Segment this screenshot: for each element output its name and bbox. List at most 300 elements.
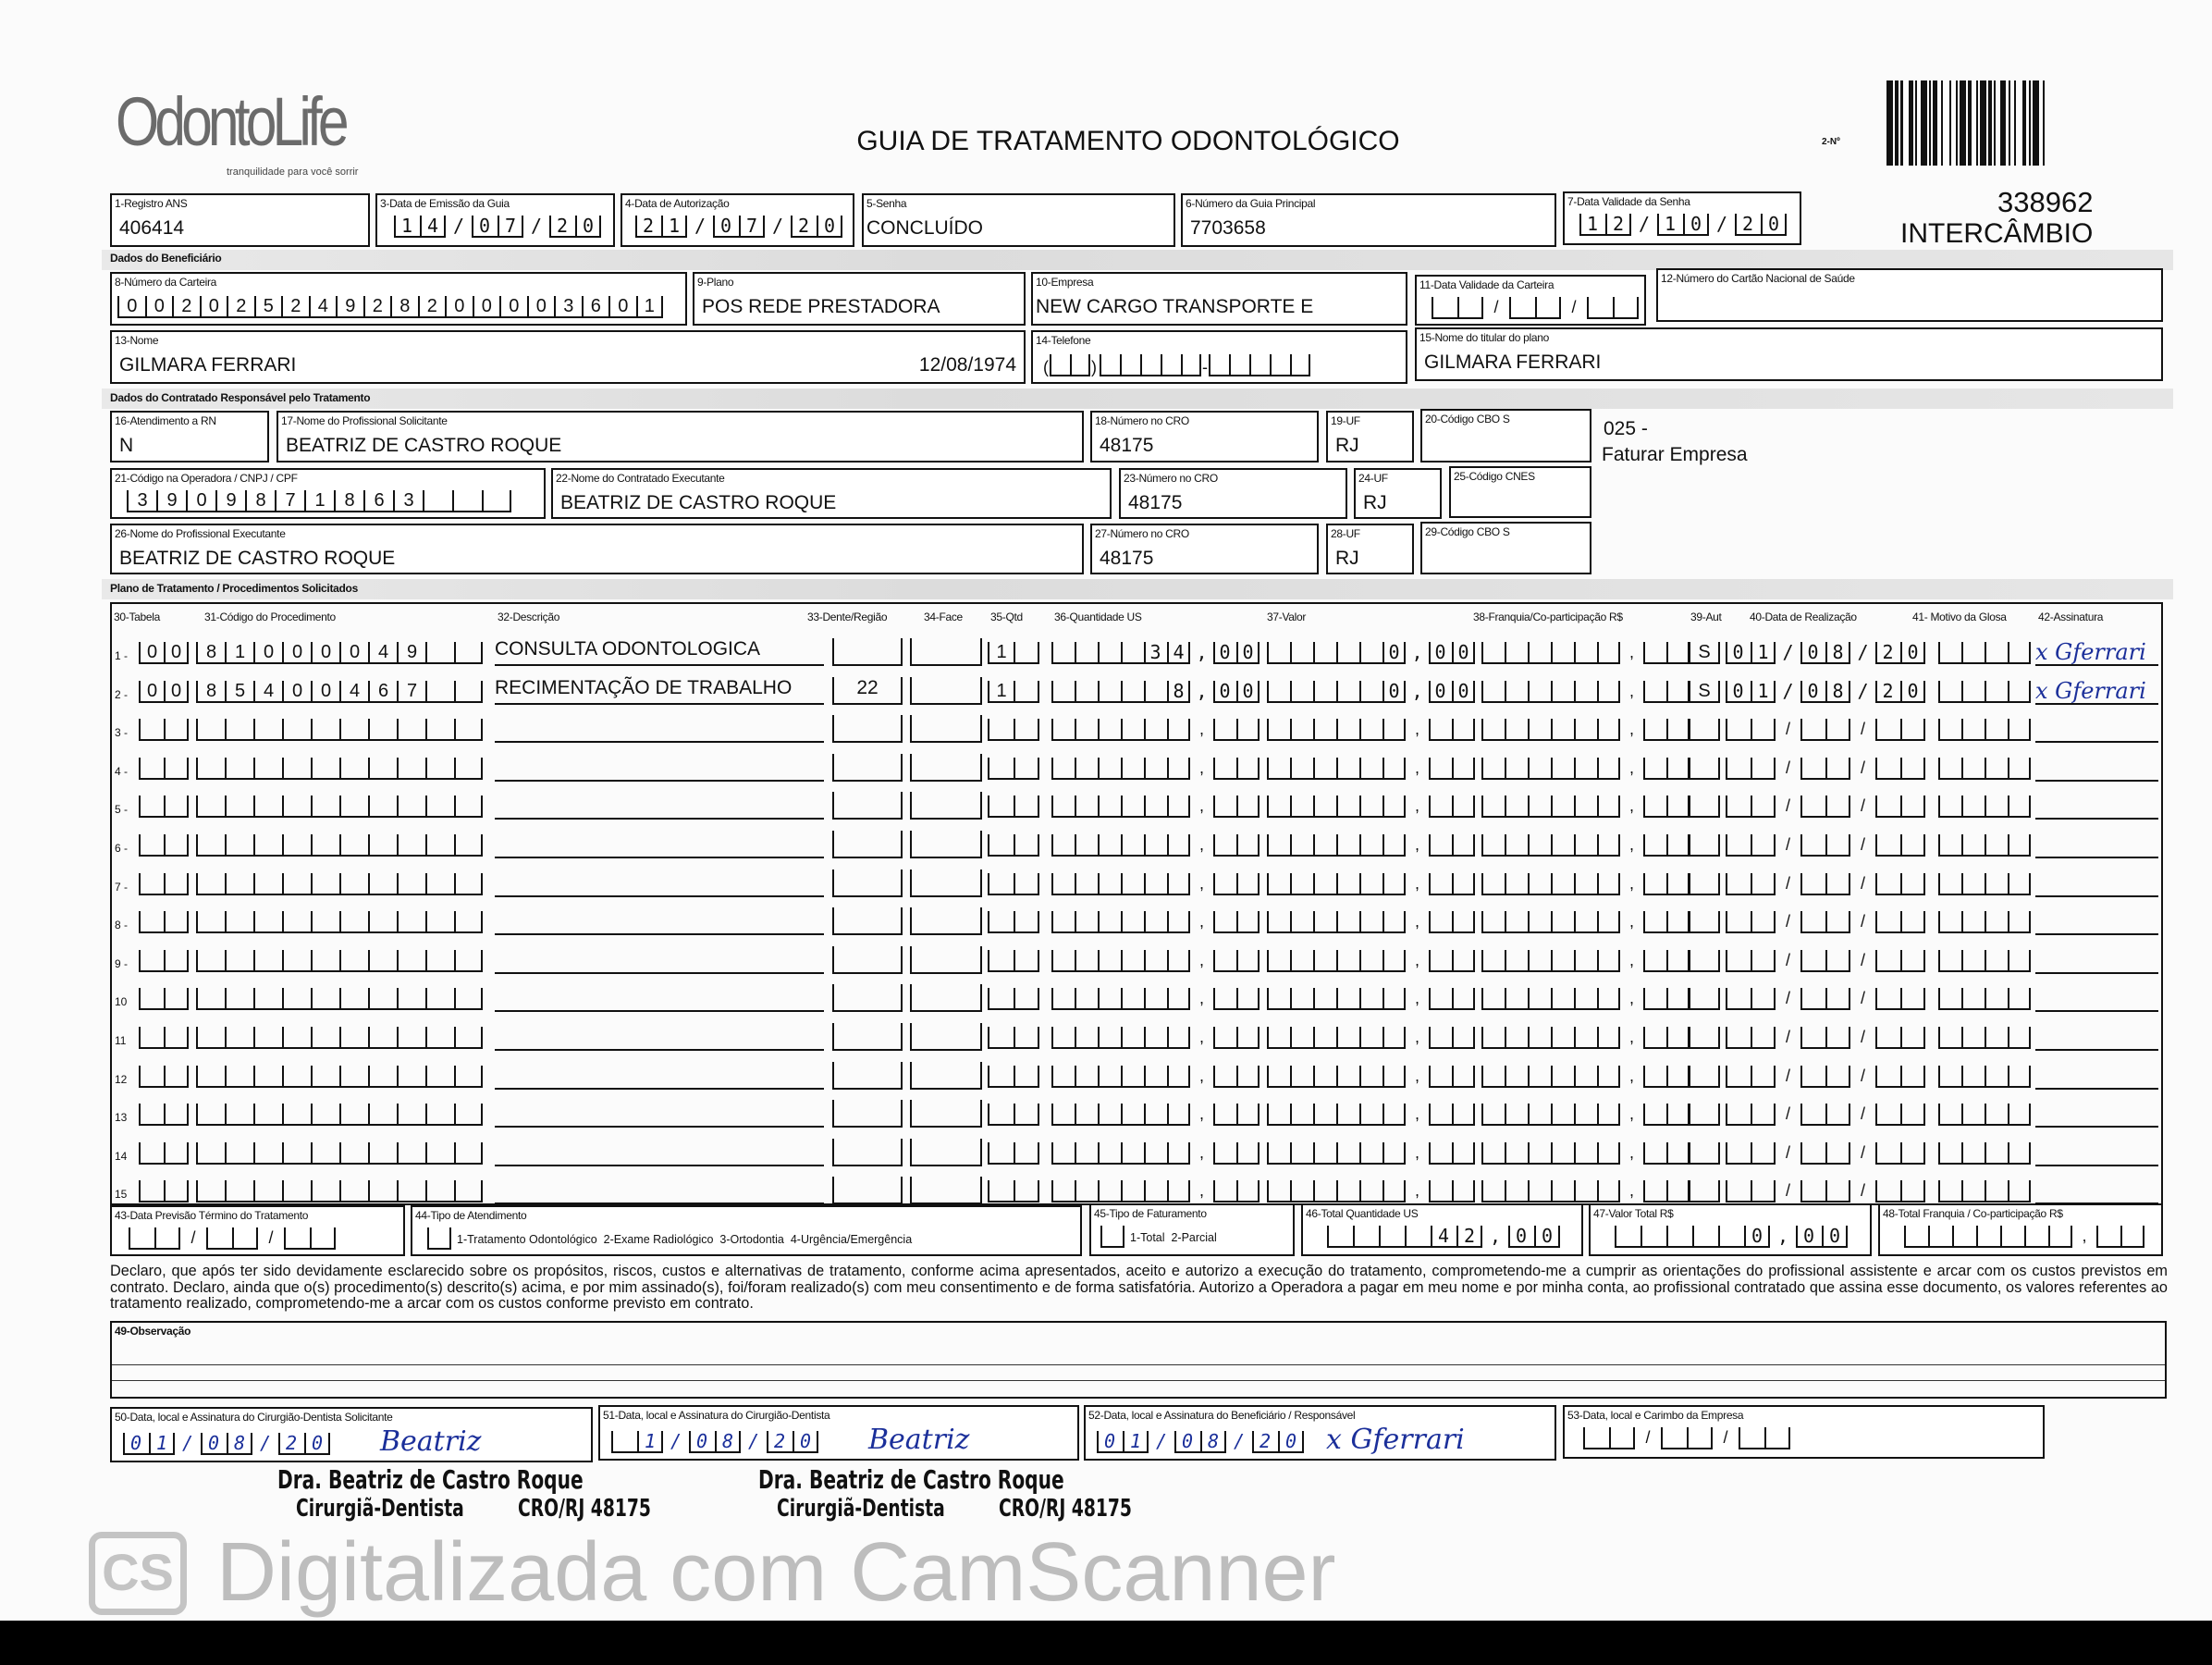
digit-cell — [196, 1142, 225, 1165]
digit-cell — [1643, 1027, 1666, 1049]
digit-cell — [1643, 758, 1666, 780]
digit-cell — [1961, 1104, 1985, 1126]
digit-cell — [1236, 988, 1260, 1010]
digit-comb — [1689, 1027, 1720, 1049]
field-value: 01/08/20 — [1732, 641, 1933, 663]
digit-cell — [1014, 873, 1039, 895]
cell-data-realizacao — [1726, 873, 1925, 895]
digit-comb — [1689, 719, 1720, 741]
digit-cell — [1144, 796, 1167, 818]
digit-cell — [1313, 1142, 1336, 1165]
cell-dente — [832, 946, 903, 974]
field-value: N — [119, 435, 134, 456]
cell-assinatura — [2035, 1177, 2158, 1204]
digit-cell — [1825, 834, 1850, 857]
digit-cell — [1359, 988, 1382, 1010]
digit-cell — [397, 758, 425, 780]
cell-qtd — [988, 1066, 1039, 1088]
digit-cell — [1666, 719, 1690, 741]
digit-cell — [397, 988, 425, 1010]
separator: , — [1628, 758, 1634, 777]
digit-cell — [1267, 834, 1290, 857]
field-registro-ans — [110, 193, 370, 247]
digit-cell — [1528, 950, 1551, 972]
digit-cell — [1985, 988, 2008, 1010]
cell-data-realizacao — [1726, 1104, 1925, 1126]
digit-comb — [1938, 796, 2031, 818]
field-value: GILMARA FERRARI — [1424, 352, 1602, 373]
cell-franquia — [1481, 642, 1690, 664]
digit-cell — [311, 911, 339, 933]
digit-cell — [1290, 354, 1310, 376]
digit-cell — [1597, 642, 1620, 664]
digit-cell — [1505, 1180, 1528, 1202]
digit-cell — [196, 834, 225, 857]
separator: , — [1628, 1028, 1634, 1046]
field-contratado-executante — [551, 468, 1112, 519]
digit-cell — [1505, 796, 1528, 818]
dentist-signature: Beatriz — [380, 1425, 482, 1458]
digit-cell — [1481, 642, 1505, 664]
digit-cell — [1597, 988, 1620, 1010]
digit-cell — [1213, 758, 1236, 780]
digit-cell — [1900, 950, 1925, 972]
digit-cell — [425, 1180, 454, 1202]
separator: / — [1785, 1066, 1790, 1085]
digit-cell — [1800, 950, 1825, 972]
digit-cell — [1551, 1142, 1574, 1165]
field-value: 0,00 — [1388, 641, 1481, 663]
table-row — [0, 907, 2212, 941]
field-label: 49-Observação — [115, 1325, 191, 1338]
digit-cell — [1236, 1180, 1260, 1202]
digit-comb — [139, 1142, 189, 1165]
digit-cell: 7 — [397, 681, 425, 703]
handwritten-date-comb — [123, 1432, 338, 1455]
digit-cell — [1689, 834, 1720, 857]
cell-data-realizacao — [1726, 796, 1925, 818]
cell-data-realizacao — [1726, 1027, 1925, 1049]
separator: , — [1628, 720, 1634, 739]
digit-cell — [1751, 873, 1776, 895]
digit-cell — [1726, 911, 1751, 933]
field-nome — [110, 330, 1026, 384]
cell-codigo — [196, 911, 483, 933]
cell-face — [910, 754, 982, 782]
digit-cell — [1481, 1027, 1505, 1049]
digit-cell — [1075, 911, 1098, 933]
col-header-assinatura: 42-Assinatura — [2038, 610, 2104, 623]
row-number: 10 — [115, 995, 128, 1009]
side-note-code: 025 - — [1604, 418, 1648, 439]
digit-cell — [1985, 1142, 2008, 1165]
separator: , — [1628, 796, 1634, 816]
digit-cell — [339, 1142, 368, 1165]
money-comb — [1615, 1225, 1855, 1248]
digit-cell — [1726, 758, 1751, 780]
digit-cell — [1452, 950, 1475, 972]
digit-cell — [1098, 950, 1121, 972]
digit-cell — [339, 1104, 368, 1126]
cell-dente: 22 — [832, 677, 903, 705]
digit-cell — [2008, 950, 2031, 972]
digit-cell — [425, 1066, 454, 1088]
digit-cell — [1267, 719, 1290, 741]
digit-cell — [1161, 354, 1181, 376]
col-header-franquia: 38-Franquia/Co-participação R$ — [1473, 610, 1623, 623]
digit-cell — [1313, 1027, 1336, 1049]
digit-cell — [339, 719, 368, 741]
digit-cell — [425, 681, 454, 703]
digit-cell — [1075, 1104, 1098, 1126]
separator: , — [1414, 1142, 1419, 1162]
separator: / — [1785, 796, 1790, 816]
digit-cell — [1597, 758, 1620, 780]
digit-cell — [1167, 1066, 1190, 1088]
digit-cell — [454, 873, 483, 895]
digit-comb — [1689, 1142, 1720, 1165]
digit-cell — [1121, 834, 1144, 857]
cell-codigo — [196, 873, 483, 895]
cell-descricao — [495, 946, 824, 974]
cell-franquia — [1481, 988, 1690, 1010]
digit-cell — [1313, 834, 1336, 857]
digit-cell — [1643, 834, 1666, 857]
digit-cell — [1825, 950, 1850, 972]
digit-cell — [1666, 1027, 1690, 1049]
digit-cell: 0 — [200, 296, 227, 318]
digit-cell — [1051, 834, 1075, 857]
digit-comb — [988, 873, 1039, 895]
digit-cell — [1014, 719, 1039, 741]
digit-cell — [1121, 1066, 1144, 1088]
digit-cell — [1574, 1180, 1597, 1202]
separator: / — [1860, 1066, 1865, 1085]
digit-cell — [425, 758, 454, 780]
digit-cell — [339, 988, 368, 1010]
separator: / — [1860, 835, 1865, 854]
digit-cell — [1121, 1142, 1144, 1165]
digit-cell — [196, 719, 225, 741]
cell-aut — [1689, 719, 1720, 741]
digit-cell — [1075, 1066, 1098, 1088]
digit-cell — [1689, 873, 1720, 895]
digit-cell — [1236, 1142, 1260, 1165]
separator: / — [1860, 1104, 1865, 1124]
digit-cell — [1938, 834, 1961, 857]
field-label: 51-Data, local e Assinatura do Cirurgião-Dentista — [603, 1409, 830, 1422]
digit-cell — [1051, 642, 1075, 664]
field-assinatura-beneficiario — [1084, 1405, 1556, 1461]
digit-comb — [196, 1104, 483, 1126]
digit-cell — [1336, 1180, 1359, 1202]
separator: / — [1785, 1028, 1790, 1046]
cell-codigo — [196, 758, 483, 780]
field-label: 5-Senha — [866, 197, 907, 210]
cell-tabela — [139, 1104, 189, 1126]
digit-cell — [1121, 1180, 1144, 1202]
digit-cell — [311, 834, 339, 857]
digit-cell — [1121, 681, 1144, 703]
field-atendimento-rn — [110, 411, 269, 462]
digit-cell — [425, 834, 454, 857]
field-value: 7703658 — [1190, 217, 1266, 239]
digit-cell — [1505, 642, 1528, 664]
barcode-bar — [1960, 80, 1966, 166]
cell-valor — [1267, 1180, 1475, 1202]
digit-cell — [1961, 1180, 1985, 1202]
digit-cell — [1429, 988, 1452, 1010]
separator: , — [1198, 1142, 1204, 1162]
digit-cell — [1609, 1427, 1635, 1449]
digit-cell — [368, 1180, 397, 1202]
digit-cell — [164, 796, 189, 818]
digit-cell — [2008, 1066, 2031, 1088]
digit-cell — [368, 719, 397, 741]
cell-franquia — [1481, 1066, 1690, 1088]
cell-franquia — [1481, 1027, 1690, 1049]
digit-cell — [1587, 297, 1613, 319]
digit-cell — [1689, 1180, 1720, 1202]
digit-cell — [1481, 681, 1505, 703]
digit-cell — [1098, 1142, 1121, 1165]
separator: , — [1198, 835, 1204, 854]
digit-cell — [2008, 911, 2031, 933]
digit-cell — [2008, 719, 2031, 741]
digit-cell — [164, 873, 189, 895]
digit-cell — [988, 1142, 1014, 1165]
digit-cell: 0 — [527, 296, 555, 318]
barcode — [1886, 80, 2164, 166]
row-number: 13 — [115, 1111, 128, 1125]
digit-cell — [1689, 1027, 1720, 1049]
digit-cell — [1551, 1180, 1574, 1202]
digit-cell — [368, 1027, 397, 1049]
separator: , — [1414, 796, 1419, 816]
digit-cell — [1267, 758, 1290, 780]
field-label: 47-Valor Total R$ — [1593, 1207, 1674, 1220]
digit-cell — [1167, 1142, 1190, 1165]
digit-cell — [1613, 297, 1639, 319]
digit-cell — [425, 988, 454, 1010]
side-note-billing: Faturar Empresa — [1602, 444, 1748, 465]
digit-cell — [196, 758, 225, 780]
digit-cell — [1692, 1226, 1718, 1248]
digit-cell — [1313, 1066, 1336, 1088]
field-label: 13-Nome — [115, 334, 159, 347]
cell-qtd-us — [1051, 950, 1260, 972]
digit-cell — [1726, 834, 1751, 857]
digit-cell — [1643, 1066, 1666, 1088]
digit-cell — [1075, 796, 1098, 818]
digit-cell — [1213, 950, 1236, 972]
digit-cell — [1290, 796, 1313, 818]
digit-cell — [1121, 796, 1144, 818]
digit-cell — [1359, 911, 1382, 933]
digit-cell — [1528, 834, 1551, 857]
digit-cell — [1726, 1066, 1751, 1088]
digit-cell — [1528, 758, 1551, 780]
digit-cell — [1167, 834, 1190, 857]
digit-cell — [1382, 1142, 1406, 1165]
digit-comb — [1689, 1066, 1720, 1088]
digit-cell — [988, 873, 1014, 895]
digit-cell — [1551, 719, 1574, 741]
digit-cell — [1985, 911, 2008, 933]
digit-cell — [1505, 834, 1528, 857]
digit-cell — [1144, 911, 1167, 933]
digit-cell — [1014, 911, 1039, 933]
beneficiary-signature: x Gferrari — [1326, 1424, 1465, 1456]
cell-qtd — [988, 758, 1039, 780]
digit-cell — [1505, 988, 1528, 1010]
digit-cell — [1961, 988, 1985, 1010]
digit-cell — [1938, 758, 1961, 780]
cell-qtd — [988, 642, 1039, 664]
field-value: 48175 — [1100, 548, 1154, 569]
digit-cell — [1751, 1180, 1776, 1202]
digit-cell — [1452, 834, 1475, 857]
digit-comb — [196, 681, 483, 703]
cell-codigo — [196, 950, 483, 972]
digit-cell — [1661, 1427, 1687, 1449]
digit-cell — [1961, 796, 1985, 818]
digit-cell — [1643, 719, 1666, 741]
digit-cell — [1290, 1180, 1313, 1202]
digit-cell — [1825, 719, 1850, 741]
digit-cell — [139, 873, 164, 895]
cell-valor — [1267, 679, 1481, 703]
cell-qtd-us — [1051, 641, 1266, 664]
digit-cell — [339, 911, 368, 933]
digit-comb — [1938, 911, 2031, 933]
digit-cell — [1098, 796, 1121, 818]
digit-cell — [253, 1027, 282, 1049]
digit-cell — [988, 1104, 1014, 1126]
digit-cell — [196, 911, 225, 933]
cell-qtd — [988, 950, 1039, 972]
digit-comb — [196, 758, 483, 780]
cell-assinatura — [2035, 907, 2158, 935]
digit-cell — [1121, 950, 1144, 972]
row-number: 2 - — [115, 687, 129, 701]
digit-cell: 8 — [196, 681, 225, 703]
digit-cell — [1121, 1104, 1144, 1126]
digit-cell — [368, 834, 397, 857]
digit-cell — [164, 950, 189, 972]
digit-cell — [1689, 796, 1720, 818]
digit-cell — [1985, 642, 2008, 664]
digit-cell: 1 — [988, 642, 1014, 664]
digit-cell — [1643, 681, 1666, 703]
cell-data-realizacao — [1726, 719, 1925, 741]
field-total-quantidade-us — [1301, 1203, 1583, 1256]
digit-cell — [1666, 1180, 1690, 1202]
digit-cell — [1985, 681, 2008, 703]
digit-cell — [1875, 1104, 1900, 1126]
digit-cell — [1938, 1104, 1961, 1126]
section-plano-tratamento: Plano de Tratamento / Procedimentos Solicitados — [110, 582, 358, 595]
cell-face — [910, 1177, 982, 1204]
digit-comb — [1689, 834, 1720, 857]
digit-comb — [139, 642, 189, 664]
field-titular-plano — [1415, 327, 2163, 381]
digit-cell — [1144, 1180, 1167, 1202]
field-label: 21-Código na Operadora / CNPJ / CPF — [115, 472, 298, 485]
digit-cell: 2 — [281, 296, 309, 318]
digit-cell — [139, 988, 164, 1010]
digit-cell — [139, 1027, 164, 1049]
separator: , — [1414, 720, 1419, 739]
digit-cell — [1825, 1027, 1850, 1049]
digit-cell — [1336, 681, 1359, 703]
digit-cell — [1452, 911, 1475, 933]
digit-cell — [1551, 758, 1574, 780]
digit-comb — [1938, 681, 2031, 703]
digit-cell — [1014, 642, 1039, 664]
digit-cell — [1359, 796, 1382, 818]
digit-cell — [1359, 950, 1382, 972]
digit-cell — [1739, 1427, 1764, 1449]
digit-cell — [1961, 1142, 1985, 1165]
digit-cell — [225, 950, 253, 972]
cell-qtd — [988, 1027, 1039, 1049]
field-value: GILMARA FERRARI — [119, 354, 297, 376]
digit-cell — [1528, 911, 1551, 933]
field-cbo-executante — [1420, 522, 1591, 574]
digit-cell — [454, 1104, 483, 1126]
cell-codigo — [196, 1104, 483, 1126]
field-label: 14-Telefone — [1036, 334, 1091, 347]
cell-franquia — [1481, 758, 1690, 780]
digit-cell — [2008, 796, 2031, 818]
barcode-bar — [1886, 80, 1893, 166]
digit-cell — [282, 1104, 311, 1126]
field-label: 20-Código CBO S — [1425, 413, 1510, 426]
separator: , — [1628, 835, 1634, 854]
cell-franquia — [1481, 1180, 1690, 1202]
digit-cell — [311, 1142, 339, 1165]
digit-cell — [1666, 988, 1690, 1010]
digit-cell — [1336, 950, 1359, 972]
cell-face — [910, 638, 982, 666]
field-value: 1/08/20 — [644, 1430, 826, 1452]
digit-cell — [423, 490, 452, 512]
cell-franquia — [1481, 796, 1690, 818]
digit-comb — [988, 1180, 1039, 1202]
digit-cell — [1181, 354, 1201, 376]
digit-cell — [1359, 758, 1382, 780]
barcode-bar — [1980, 80, 1986, 166]
digit-cell — [1121, 1027, 1144, 1049]
cell-valor — [1267, 950, 1475, 972]
cell-tabela — [139, 1180, 189, 1202]
separator: , — [1198, 1066, 1204, 1085]
digit-cell — [1985, 758, 2008, 780]
field-label: 46-Total Quantidade US — [1306, 1207, 1419, 1220]
digit-cell: 5 — [254, 296, 282, 318]
digit-cell — [1452, 1027, 1475, 1049]
scan-shading — [102, 388, 2173, 409]
digit-comb — [1689, 1180, 1720, 1202]
digit-cell — [397, 796, 425, 818]
digit-cell — [1528, 1104, 1551, 1126]
digit-comb — [1050, 354, 1090, 376]
digit-comb — [988, 950, 1039, 972]
digit-comb — [1938, 1066, 2031, 1088]
cell-glosa — [1938, 1142, 2031, 1165]
cell-tabela — [139, 796, 189, 818]
